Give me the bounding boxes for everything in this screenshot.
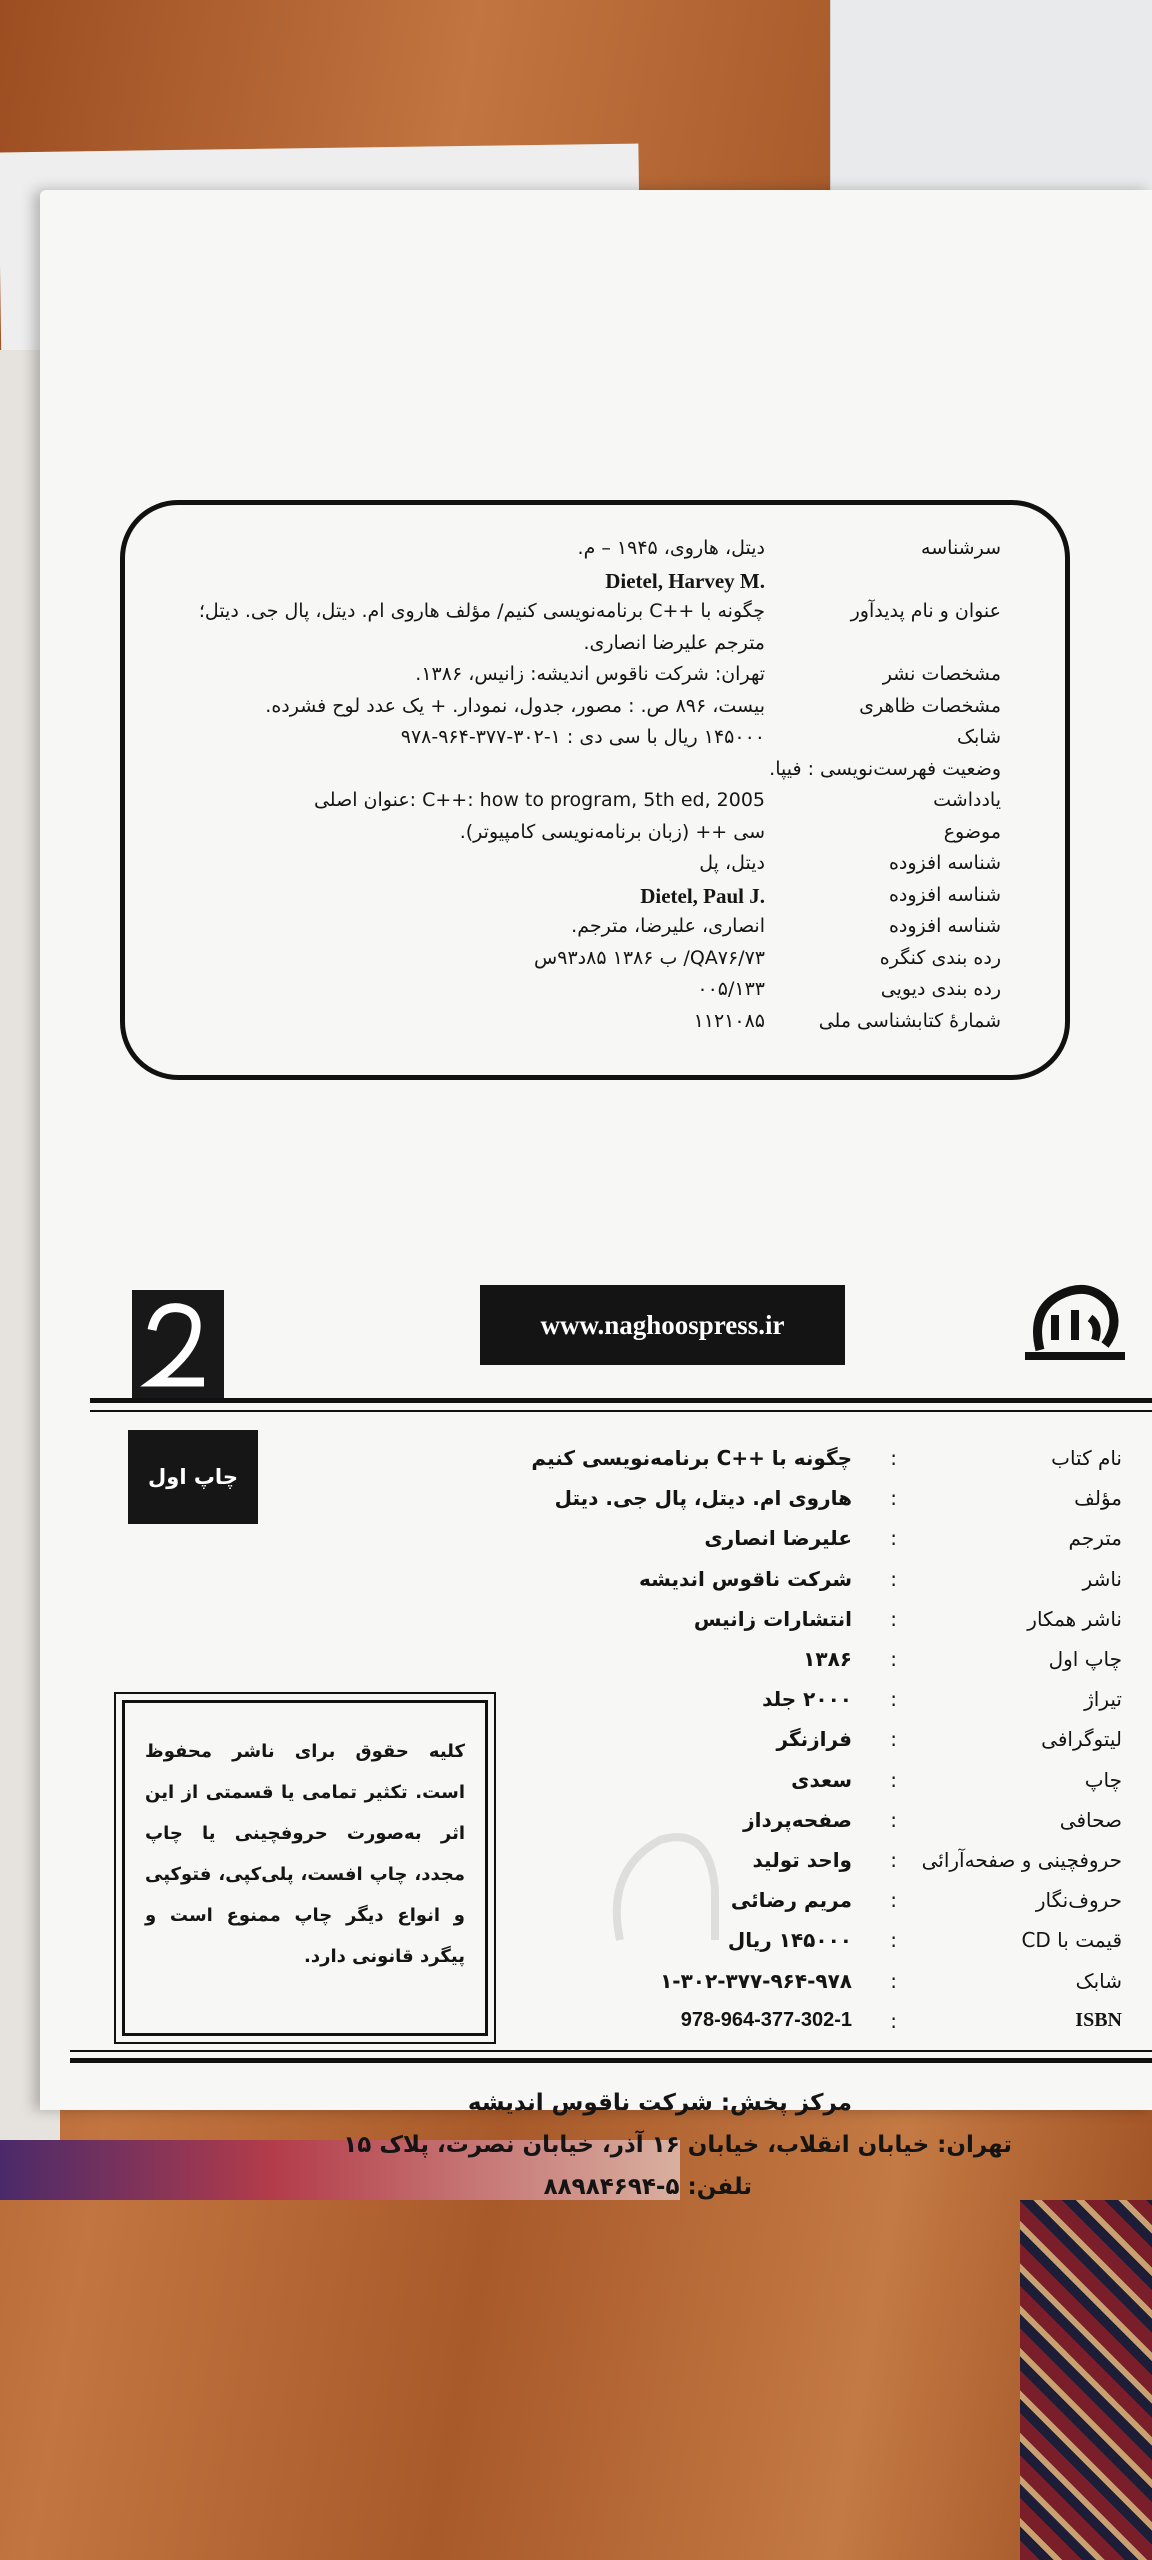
detail-row [40, 1446, 1122, 1482]
detail-value: چگونه با ++C برنامه‌نویسی کنیم [531, 1446, 852, 1470]
catalog-row [125, 663, 1065, 697]
rug-pattern [1020, 2200, 1152, 2560]
detail-label: مترجم [1068, 1526, 1122, 1551]
catalog-value: ۰۰۵/۱۳۳ [697, 978, 765, 1000]
detail-label: تیراژ [1084, 1687, 1122, 1712]
detail-colon: : [890, 1928, 897, 1953]
catalog-row [125, 947, 1065, 981]
distribution-phone: تلفن: ۵-۸۸۹۸۴۶۹۴ [543, 2174, 752, 2200]
catalog-row [125, 852, 1065, 886]
detail-value: سعدی [791, 1767, 852, 1792]
distribution-address: تهران: خیابان انقلاب، خیابان ۱۶ آذر، خیابان نصرت، پلاک ۱۵ [343, 2132, 1012, 2158]
divider-top [90, 1398, 1152, 1403]
background-paper [830, 0, 1152, 200]
catalog-row [125, 695, 1065, 729]
detail-value: شرکت ناقوس اندیشه [639, 1566, 852, 1591]
detail-label: ناشر [1082, 1566, 1122, 1591]
detail-label: شابک [1075, 1968, 1122, 1993]
detail-value: انتشارات زانیس [693, 1606, 852, 1631]
detail-colon: : [890, 1446, 897, 1470]
catalog-value: انصاری، علیرضا، مترجم. [571, 915, 765, 937]
detail-colon: : [890, 1968, 897, 1993]
detail-label: نام کتاب [1051, 1446, 1122, 1470]
divider-bottom-thin [70, 2050, 1152, 2052]
detail-colon: : [890, 1888, 897, 1913]
catalog-row [125, 758, 1065, 792]
catalog-value: دیتل، پل [699, 852, 765, 874]
catalog-value: مترجم علیرضا انصاری. [583, 631, 765, 654]
detail-value: صفحه‌پرداز [743, 1807, 852, 1832]
detail-colon: : [890, 1767, 897, 1792]
catalog-label: شناسه افزوده [888, 915, 1001, 937]
detail-value: ۱۴۵۰۰۰ ریال [727, 1928, 852, 1953]
publisher-website: www.naghoospress.ir [480, 1285, 845, 1365]
distribution-center: مرکز پخش: شرکت ناقوس اندیشه [467, 2090, 852, 2116]
catalog-label: موضوع [943, 820, 1001, 843]
catalog-value: بیست، ۸۹۶ ص. : مصور، جدول، نمودار. + یک عدد لوح فشرده. [265, 694, 765, 717]
detail-label: صحافی [1059, 1807, 1122, 1832]
detail-colon: : [890, 1807, 897, 1832]
catalog-row [125, 569, 1065, 603]
detail-colon: : [890, 1566, 897, 1591]
detail-label: ISBN [1075, 2008, 1122, 2031]
catalog-value: ۱۴۵۰۰۰ ریال با سی دی : ۱-۳۰۲-۳۷۷-۹۶۴-۹۷۸ [400, 726, 765, 748]
detail-label: ناشر همکار [1027, 1606, 1122, 1631]
catalog-value: QA۷۶/۷۳/ ب ۱۳۸۶ ۸۵د۹۳س [534, 946, 765, 969]
catalog-label: شناسه افزوده [888, 852, 1001, 874]
detail-value: فرازنگر [776, 1727, 852, 1752]
detail-colon: : [890, 1486, 897, 1511]
cataloging-box [120, 500, 1070, 1080]
detail-value: علیرضا انصاری [704, 1526, 852, 1551]
catalog-value: سی ++ (زبان برنامه‌نویسی کامپیوتر). [459, 820, 765, 843]
catalog-row [125, 821, 1065, 855]
detail-row [40, 1567, 1122, 1603]
detail-label: حروف‌نگار [1035, 1888, 1122, 1913]
detail-label: لیتوگرافی [1041, 1727, 1122, 1752]
detail-row [40, 1607, 1122, 1643]
detail-value: ۱-۳۰۲-۳۷۷-۹۶۴-۹۷۸ [660, 1968, 852, 1993]
detail-label: مؤلف [1074, 1486, 1122, 1511]
detail-row [40, 1526, 1122, 1562]
catalog-value: ۱۱۲۱۰۸۵ [693, 1009, 765, 1032]
detail-colon: : [890, 1848, 897, 1872]
detail-value: ۱۳۸۶ [803, 1647, 852, 1671]
catalog-value: Dietel, Paul J. [640, 883, 765, 908]
detail-row [40, 1486, 1122, 1522]
catalog-label: مشخصات ظاهری [859, 694, 1001, 717]
detail-label: چاپ [1084, 1767, 1122, 1792]
catalog-label: رده بندی کنگره [879, 946, 1001, 969]
catalog-value: تهران: شرکت ناقوس اندیشه: زانیس، ۱۳۸۶. [415, 663, 765, 685]
catalog-row [125, 884, 1065, 918]
detail-value: 978-964-377-302-1 [680, 2008, 852, 2031]
catalog-label: شناسه افزوده [888, 883, 1001, 906]
detail-colon: : [890, 1526, 897, 1551]
detail-row [40, 1647, 1122, 1683]
detail-colon: : [890, 1606, 897, 1631]
book-page [40, 190, 1152, 2200]
catalog-label: مشخصات نشر [882, 663, 1001, 685]
catalog-row [125, 1010, 1065, 1044]
catalog-value: Dietel, Harvey M. [605, 568, 765, 593]
zanis-logo [132, 1290, 224, 1400]
catalog-row [125, 726, 1065, 760]
divider-top-thin [90, 1410, 1152, 1412]
catalog-label: سرشناسه [921, 537, 1001, 559]
copyright-notice: کلیه حقوق برای ناشر محفوظ است. تکثیر تمامی یا قسمتی از این اثر به‌صورت حروفچینی یا چاپ مجدد، چاپ افست، پلی‌کپی، فتوکپی و انواع دیگر چاپ ممنوع است و پیگرد قانونی دارد. [145, 1741, 465, 1967]
divider-bottom [70, 2058, 1152, 2063]
detail-label: چاپ اول [1048, 1647, 1122, 1671]
catalog-row [125, 537, 1065, 571]
detail-colon: : [890, 1647, 897, 1671]
detail-value: مریم رضائی [730, 1888, 852, 1913]
catalog-label: رده بندی دیویی [880, 978, 1001, 1000]
catalog-row [125, 632, 1065, 666]
catalog-value: چگونه با ++C برنامه‌نویسی کنیم/ مؤلف هاروی ام. دیتل، پال جی. دیتل؛ [198, 600, 765, 622]
detail-colon: : [890, 1727, 897, 1752]
catalog-row [125, 600, 1065, 634]
copyright-notice-box [122, 1700, 488, 2036]
detail-value: واحد تولید [752, 1848, 852, 1872]
catalog-label: شابک [956, 726, 1001, 748]
catalog-row [125, 915, 1065, 949]
detail-colon: : [890, 2008, 897, 2033]
catalog-label: وضعیت فهرست‌نویسی : فیپا. [769, 757, 1001, 780]
catalog-row [125, 789, 1065, 823]
detail-value: هاروی ام. دیتل، پال جی. دیتل [554, 1486, 852, 1511]
faded-logo-icon [600, 1810, 730, 1960]
detail-label: قیمت با CD [1021, 1928, 1122, 1953]
catalog-label: عنوان و نام پدیدآور [850, 600, 1001, 622]
catalog-row [125, 978, 1065, 1012]
catalog-value: C++: how to program, 5th ed, 2005 :عنوان اصلی [313, 789, 765, 811]
naghoos-logo-icon [1020, 1270, 1130, 1370]
catalog-label: شمارهٔ کتابشناسی ملی [818, 1009, 1001, 1032]
detail-label: حروفچینی و صفحه‌آرائی [921, 1848, 1122, 1872]
detail-value: ۲۰۰۰ جلد [762, 1687, 852, 1712]
zanis-logo-icon [132, 1290, 224, 1400]
detail-colon: : [890, 1687, 897, 1712]
catalog-label: یادداشت [933, 789, 1001, 811]
edition-tag: چاپ اول [128, 1430, 258, 1524]
catalog-value: دیتل، هاروی، ۱۹۴۵ – م. [577, 537, 765, 559]
